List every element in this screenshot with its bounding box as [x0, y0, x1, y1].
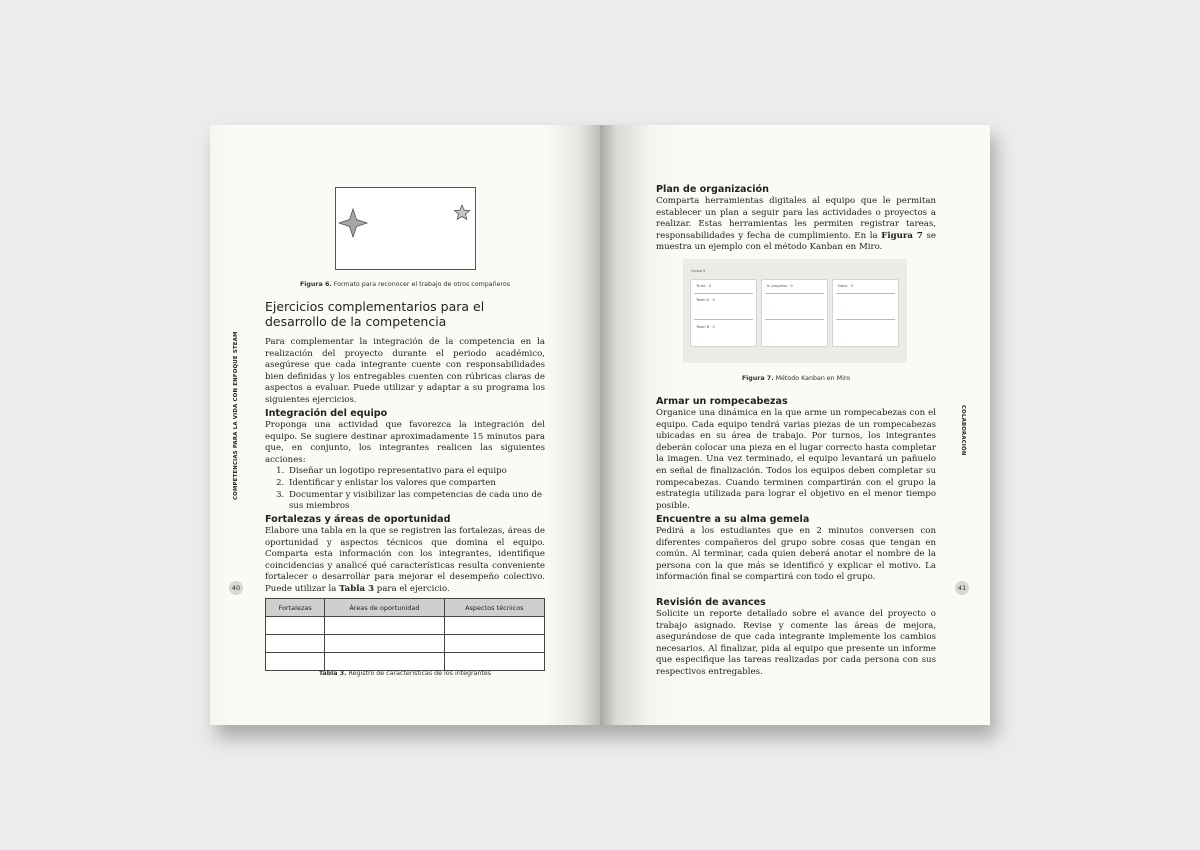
kanban-column-in-progress: In progress · 0 · · — [761, 279, 828, 347]
figure6-caption: Figura 6. Formato para reconocer el trabajo de otros compañeros — [299, 281, 511, 288]
page-number-right: 41 — [955, 581, 969, 595]
figure6-box — [335, 187, 476, 270]
section-heading-revision: Revisión de avances — [656, 597, 766, 608]
section-heading-integracion: Integración del equipo — [265, 408, 388, 419]
left-page — [210, 125, 600, 725]
table3 — [265, 598, 545, 671]
star-shape-4-point — [339, 209, 367, 237]
section-text-integracion: Proponga una actividad que favorezca la integración del equipo. Se sugiere destinar aproximadamente 15 minutos para que, en conjunto, los integrantes realicen las siguientes acciones: 1. Diseñar un logotipo representativo para el equipo 2. Identificar y enlistar los valores que comparten 3. Documentar y visibilizar las competencias de cada uno de sus miembros — [265, 420, 545, 513]
figure6-illustration — [336, 188, 475, 269]
table-header: Aspectos técnicos — [444, 599, 544, 617]
kanban-board-title: Grupo 5 — [691, 269, 706, 273]
section-text-alma-gemela: Pedirá a los estudiantes que en 2 minutos conversen con diferentes compañeros del grupo sobre cosas que tengan en común. Al terminar, cada quien deberá anotar el nombre de la persona con la que más se identificó y explicar el motivo. La información final se compartirá con todo el grupo. — [656, 526, 936, 583]
table-row — [266, 617, 545, 635]
intro-paragraph: Para complementar la integración de la competencia en la realización del proyecto durante el periodo académico, asegúrese que cada integrante cuente con responsabilidades bien definidas y los entregables cuenten con rúbricas claras de aspectos a evaluar. Puede utilizar y adaptar a su programa los siguientes ejercicios. — [265, 337, 545, 405]
kanban-column-label: To do · 0 — [696, 284, 712, 288]
table-row — [266, 653, 545, 671]
section-heading-rompecabezas: Armar un rompecabezas — [656, 396, 788, 407]
section-text-plan: Comparta herramientas digitales al equipo que le permitan establecer un plan a seguir para las actividades o proyectos a realizar. Estas herramientas les permiten registrar tareas, responsabilidades y fecha de cumplimiento. En la Figura 7 se muestra un ejemplo con el método Kanban en Miro. — [656, 196, 936, 253]
kanban-board-figure — [683, 259, 907, 363]
table-row — [266, 635, 545, 653]
list-item: 2. Identificar y enlistar los valores que comparten — [287, 478, 545, 490]
section-heading-alma-gemela: Encuentre a su alma gemela — [656, 514, 810, 525]
list-item: 3. Documentar y visibilizar las competencias de cada uno de sus miembros — [287, 490, 545, 513]
main-heading: Ejercicios complementarios para el desarrollo de la competencia — [265, 299, 485, 329]
list-item: 1. Diseñar un logotipo representativo para el equipo — [287, 466, 545, 478]
section-heading-plan: Plan de organización — [656, 184, 769, 195]
table-header: Áreas de oportunidad — [325, 599, 444, 617]
running-head-left: COMPETENCIAS PARA LA VIDA CON ENFOQUE STEAM — [233, 331, 239, 500]
kanban-column-label: Done · 0 — [838, 284, 854, 288]
figure7-caption: Figura 7. Método Kanban en Miro — [741, 375, 851, 382]
star-shape-5-point — [454, 205, 469, 219]
kanban-column-label: In progress · 0 — [767, 284, 793, 288]
kanban-column-done: Done · 0 · · — [832, 279, 899, 347]
table-header: Fortalezas — [266, 599, 325, 617]
right-page — [600, 125, 990, 725]
kanban-team-b-label: Team B · 0 — [696, 325, 715, 329]
section-text-rompecabezas: Organice una dinámica en la que arme un rompecabezas con el equipo. Cada equipo tendrá varias piezas de un rompecabezas ubicadas en su área de trabajo. Por turnos, los integrantes deberán colocar una pieza en el lugar correcto hasta completar la imagen. Una vez terminado, el equipo levantará un pañuelo en señal de finalización. Todos los equipos deben completar su rompecabezas. Cuando terminen compartirán con el grupo la estrategia utilizada para lograr el objetivo en el menor tiempo posible. — [656, 408, 936, 511]
section-heading-fortalezas: Fortalezas y áreas de oportunidad — [265, 514, 451, 525]
running-head-right: COLABORACIÓN — [960, 405, 966, 456]
page-number-left: 40 — [229, 581, 243, 595]
integracion-list — [265, 466, 545, 512]
kanban-team-a-label: Team A · 0 — [696, 298, 715, 302]
section-text-fortalezas: Elabore una tabla en la que se registren las fortalezas, áreas de oportunidad y aspectos técnicos que domina el equipo. Comparta esta información con los integrantes, identifique coincidencias y analicé qué características resulta conveniente fortalecer o desarrollar para mejorar el desempeño colectivo. Puede utilizar la Tabla 3 para el ejercicio. — [265, 526, 545, 594]
kanban-column-todo: To do · 0 Team A · 0 · Team B · 0 · — [690, 279, 757, 347]
table3-caption: Tabla 3. Registro de características de los integrantes — [318, 670, 492, 677]
section-text-revision: Solicite un reporte detallado sobre el avance del proyecto o trabajo asignado. Revise y comente las áreas de mejora, asegurándose de que cada integrante implemente los cambios necesarios. Al finalizar, pida al equipo que presente un informe que especifique las tareas realizadas por cada persona con sus respectivos entregables. — [656, 609, 936, 677]
